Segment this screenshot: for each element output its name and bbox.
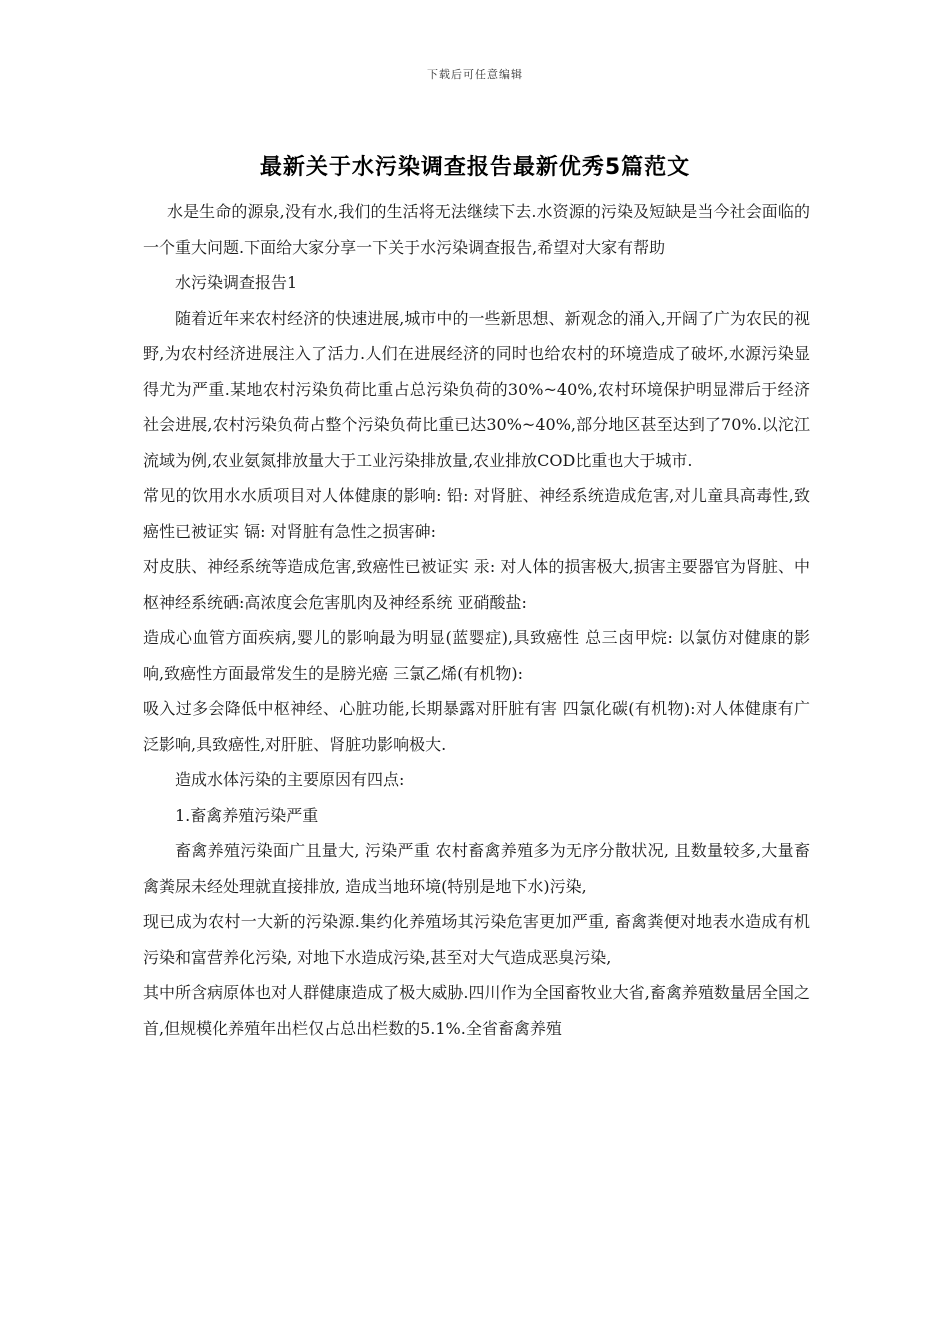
document-title: 最新关于水污染调查报告最新优秀5篇范文 — [259, 155, 691, 180]
section-heading: 水污染调查报告1 — [175, 273, 298, 292]
header-note: 下载后可任意编辑 — [427, 68, 523, 81]
body-paragraph: 现已成为农村一大新的污染源.集约化养殖场其污染危害更加严重, 畜禽粪便对地表水造成有机污染和富营养化污染, 对地下水造成污染,甚至对大气造成恶臭污染, — [143, 912, 810, 967]
body-paragraph: 吸入过多会降低中枢神经、心脏功能,长期暴露对肝脏有害 四氯化碳(有机物):对人体健康有广泛影响,具致癌性,对肝脏、肾脏功影响极大. — [143, 699, 810, 754]
body-paragraph: 畜禽养殖污染面广且量大, 污染严重 农村畜禽养殖多为无序分散状况, 且数量较多,大量畜禽粪尿未经处理就直接排放, 造成当地环境(特别是地下水)污染, — [143, 841, 810, 896]
intro-paragraph: 水是生命的源泉,没有水,我们的生活将无法继续下去.水资源的污染及短缺是当今社会面临的一个重大问题.下面给大家分享一下关于水污染调查报告,希望对大家有帮助 — [143, 202, 810, 257]
body-paragraph: 其中所含病原体也对人群健康造成了极大威胁.四川作为全国畜牧业大省,畜禽养殖数量居全国之首,但规模化养殖年出栏仅占总出栏数的5.1%.全省畜禽养殖 — [143, 983, 810, 1038]
list-item-heading: 1.畜禽养殖污染严重 — [175, 805, 319, 825]
body-paragraph: 造成水体污染的主要原因有四点: — [175, 770, 405, 789]
body-paragraph: 造成心血管方面疾病,婴儿的影响最为明显(蓝婴症),具致癌性 总三卤甲烷: 以氯仿对健康的影响,致癌性方面最常发生的是膀光癌 三氯乙烯(有机物): — [143, 628, 810, 683]
body-paragraph: 随着近年来农村经济的快速进展,城市中的一些新思想、新观念的涌入,开阔了广为农民的视野,为农村经济进展注入了活力.人们在进展经济的同时也给农村的环境造成了破坏,水源污染显得尤为严重.某地农村污染负荷比重占总污染负荷的30%~40%,农村环境保护明显滞后于经济社会进展,农村污染负荷占整个污染负荷比重已达30%~40%,部分地区甚至达到了70%.以沱江流域为例,农业氨氮排放量大于工业污染排放量,农业排放COD比重也大于城市. — [143, 308, 810, 470]
body-paragraph: 常见的饮用水水质项目对人体健康的影响: 铅: 对肾脏、神经系统造成危害,对儿童具高毒性,致癌性已被证实 镉: 对肾脏有急性之损害砷: — [143, 486, 810, 541]
body-paragraph: 对皮肤、神经系统等造成危害,致癌性已被证实 汞: 对人体的损害极大,损害主要器官为肾脏、中枢神经系统硒:高浓度会危害肌肉及神经系统 亚硝酸盐: — [143, 557, 810, 612]
document-body — [143, 194, 810, 1046]
